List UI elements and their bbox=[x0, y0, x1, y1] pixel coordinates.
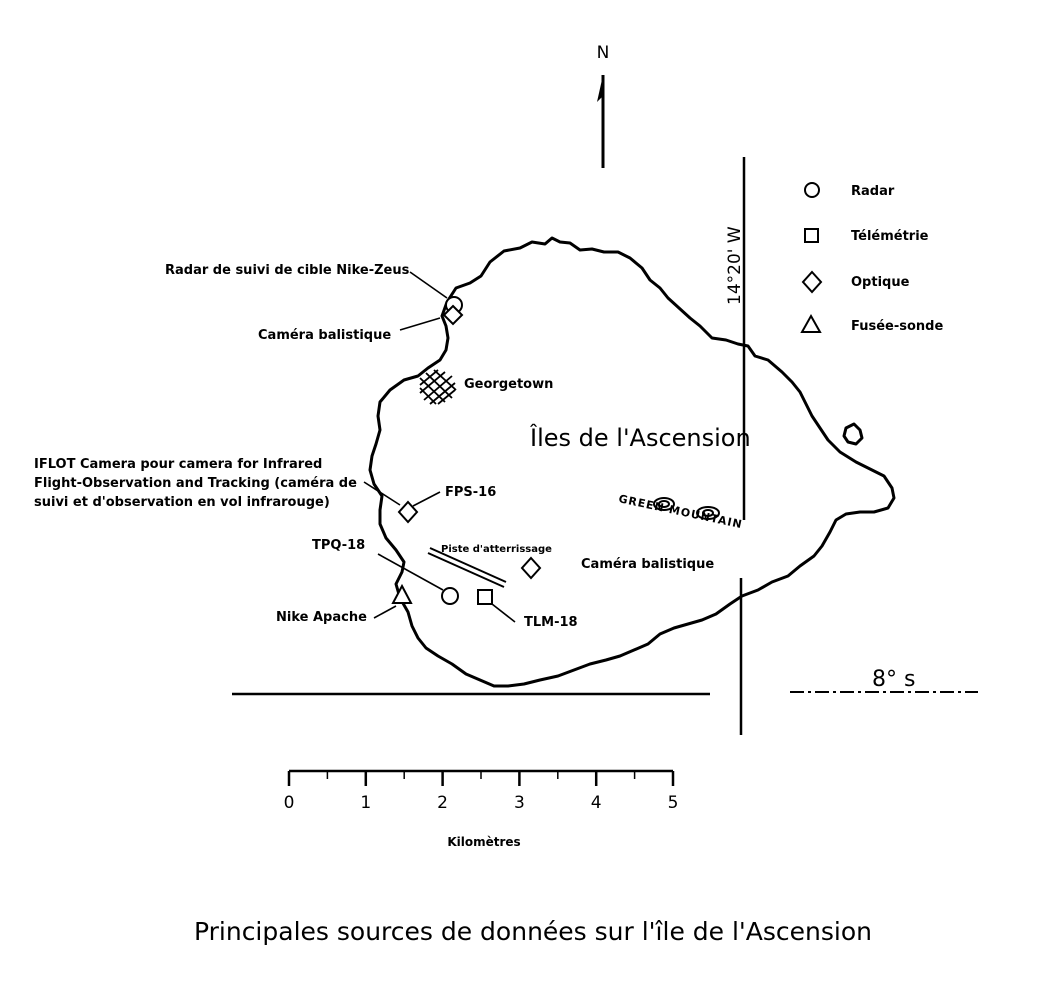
legend-optical-icon bbox=[803, 272, 821, 292]
tlm18-telemetry-symbol bbox=[478, 590, 492, 604]
iflot-label-line3: suivi et d'observation en vol infrarouge) bbox=[34, 495, 330, 510]
latitude-label: 8° s bbox=[872, 667, 916, 692]
scale-tick-label: 3 bbox=[513, 793, 525, 813]
longitude-label: 14°20' W bbox=[725, 226, 745, 305]
island-name: Îles de l'Ascension bbox=[530, 424, 751, 452]
north-camera-label: Caméra balistique bbox=[258, 328, 392, 343]
nike-apache-label: Nike Apache bbox=[276, 610, 367, 625]
tpq18-radar-symbol bbox=[442, 588, 458, 604]
legend bbox=[802, 183, 943, 334]
south-camera-symbol bbox=[522, 558, 540, 578]
green-mountain-label: GREEN MOUNTAIN bbox=[617, 492, 744, 532]
scale-tick-label: 2 bbox=[437, 793, 449, 813]
legend-radar-icon bbox=[805, 183, 819, 197]
legend-radar-label: Radar bbox=[851, 184, 895, 199]
nike-zeus-leader bbox=[410, 272, 447, 298]
scale-tick-label: 5 bbox=[667, 793, 679, 813]
legend-rocket-icon bbox=[802, 316, 820, 332]
islet bbox=[844, 424, 862, 444]
tpq18-leader bbox=[378, 554, 443, 590]
figure-caption: Principales sources de données sur l'île de l'Ascension bbox=[193, 917, 873, 946]
scale-tick-label: 0 bbox=[283, 793, 295, 813]
legend-rocket-label: Fusée-sonde bbox=[851, 319, 944, 334]
south-camera-label: Caméra balistique bbox=[581, 557, 715, 572]
iflot-label-line2: Flight-Observation and Tracking (caméra de bbox=[34, 476, 357, 491]
nike-apache-rocket-symbol bbox=[393, 586, 411, 603]
north-camera-leader bbox=[400, 318, 440, 330]
nike-apache-leader bbox=[374, 606, 396, 618]
fps16-leader bbox=[413, 492, 440, 506]
georgetown-hatch bbox=[420, 370, 456, 404]
fps16-label: FPS-16 bbox=[445, 485, 497, 500]
runway-label: Piste d'atterrissage bbox=[441, 544, 552, 555]
scale-tick-label: 4 bbox=[590, 793, 602, 813]
scale-unit-label: Kilomètres bbox=[447, 835, 521, 849]
north-label: N bbox=[596, 43, 610, 63]
tpq18-label: TPQ-18 bbox=[312, 538, 366, 553]
legend-optical-label: Optique bbox=[851, 275, 910, 290]
legend-telemetry-label: Télémétrie bbox=[851, 229, 929, 244]
nike-zeus-label: Radar de suivi de cible Nike-Zeus bbox=[165, 263, 410, 278]
tlm18-label: TLM-18 bbox=[524, 615, 578, 630]
scale-tick-label: 1 bbox=[360, 793, 372, 813]
legend-telemetry-icon bbox=[805, 229, 818, 242]
scale-bar bbox=[284, 771, 679, 849]
latitude-line bbox=[232, 667, 978, 694]
georgetown-label: Georgetown bbox=[464, 377, 554, 392]
iflot-label-line1: IFLOT Camera pour camera for Infrared bbox=[34, 457, 323, 472]
north-arrow bbox=[597, 43, 610, 168]
tlm18-leader bbox=[492, 604, 515, 622]
